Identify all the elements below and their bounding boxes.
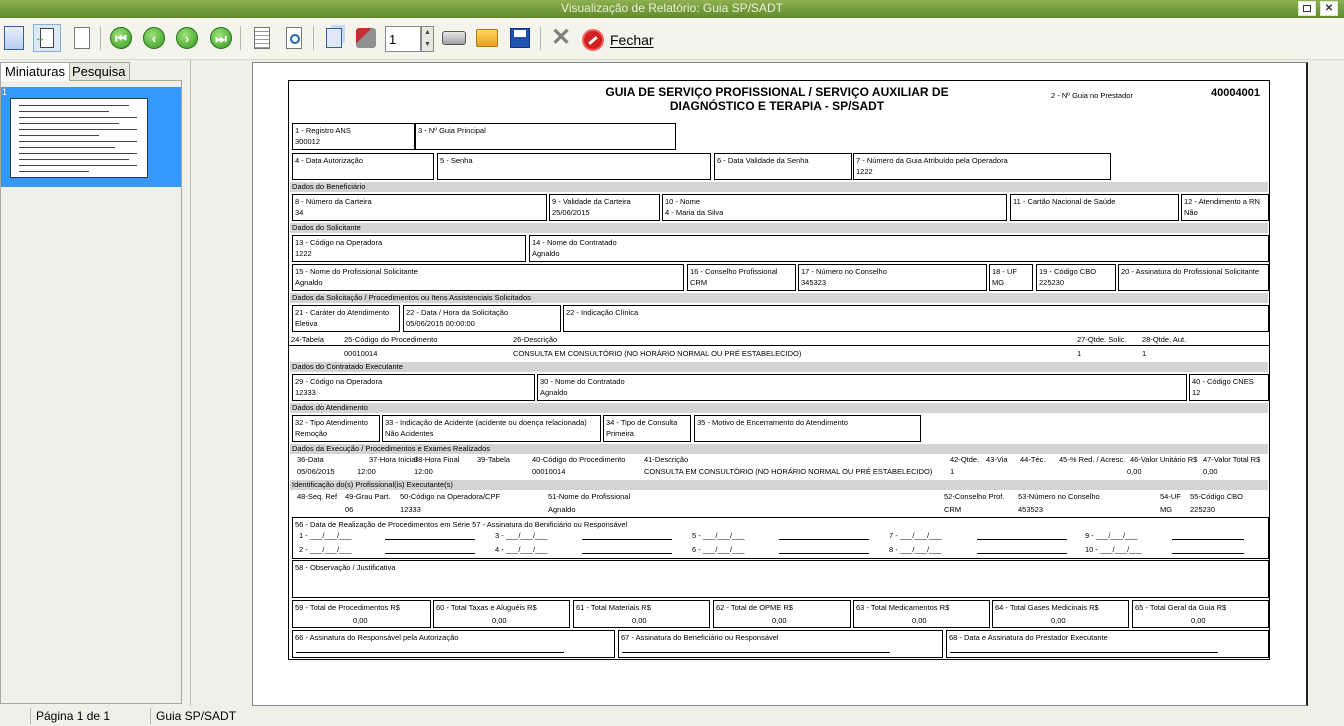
value: 25/06/2015 bbox=[552, 208, 590, 217]
field-assinatura-prestador bbox=[946, 630, 1269, 658]
field-numero-carteira bbox=[292, 194, 547, 221]
status-page: Página 1 de 1 bbox=[36, 709, 111, 723]
close-circle-icon bbox=[582, 29, 604, 51]
field-validade-senha bbox=[714, 153, 852, 180]
prof-code: 12333 bbox=[400, 505, 421, 514]
col-header: 43-Via bbox=[986, 455, 1008, 464]
total-materiais bbox=[573, 600, 710, 628]
copy-button[interactable] bbox=[320, 24, 348, 52]
close-report-button[interactable] bbox=[582, 28, 654, 52]
label: 29 - Código na Operadora bbox=[295, 377, 383, 386]
col-header: 41-Descrição bbox=[644, 455, 689, 464]
page-spinner[interactable]: ▲ ▼ bbox=[421, 26, 434, 52]
page-number-input[interactable] bbox=[385, 26, 421, 52]
field-registro-ans bbox=[292, 123, 415, 150]
field-numero-conselho bbox=[798, 264, 987, 291]
title-line1: GUIA DE SERVIÇO PROFISSIONAL / SERVIÇO AUXILIAR DE bbox=[605, 85, 949, 99]
status-bar bbox=[0, 706, 1344, 726]
fit-page-icon: ↔ bbox=[40, 28, 54, 48]
prof-numero: 453523 bbox=[1018, 505, 1044, 514]
field-profissional-solicitante bbox=[292, 264, 684, 291]
field-codigo-cnes bbox=[1189, 374, 1269, 401]
prof-uf: MG bbox=[1160, 505, 1173, 514]
page-width-button[interactable] bbox=[68, 24, 96, 52]
label: 35 - Motivo de Encerramento do Atendimento bbox=[697, 418, 848, 427]
value: 1222 bbox=[295, 249, 312, 258]
col-header: 42-Qtde. bbox=[950, 455, 980, 464]
field-codigo-operadora bbox=[292, 235, 526, 262]
status-report: Guia SP/SADT bbox=[156, 709, 237, 723]
serie-date: 9 - ___/___/___ bbox=[1085, 531, 1138, 540]
value: Não bbox=[1184, 208, 1198, 217]
restore-button[interactable] bbox=[1298, 1, 1316, 16]
guia-prestador-label: 2 - Nº Guia no Prestador bbox=[1051, 91, 1133, 100]
col-header: 25-Código do Procedimento bbox=[344, 335, 438, 344]
prev-page-button[interactable] bbox=[140, 24, 168, 52]
report-viewer[interactable] bbox=[190, 60, 1344, 706]
col-header: 51-Nome do Profissional bbox=[548, 492, 631, 501]
label: 62 - Total de OPME R$ bbox=[716, 603, 793, 612]
value: Eletiva bbox=[295, 319, 318, 328]
field-indicacao-clinica bbox=[563, 305, 1269, 332]
field-exec-nome-contratado bbox=[537, 374, 1187, 401]
label: 65 - Total Geral da Guia R$ bbox=[1135, 603, 1227, 612]
label: 56 - Data de Realização de Procedimentos em Série 57 - Assinatura do Benificiário ou Responsável bbox=[295, 520, 628, 529]
value: 225230 bbox=[1039, 278, 1065, 287]
col-header: 52-Conselho Prof. bbox=[944, 492, 1005, 501]
next-page-icon: › bbox=[176, 27, 198, 49]
field-cartao-nacional bbox=[1010, 194, 1179, 221]
col-header: 49-Grau Part. bbox=[345, 492, 391, 501]
total-opme bbox=[713, 600, 851, 628]
field-nome-contratado bbox=[529, 235, 1269, 262]
tab-thumbnails[interactable] bbox=[0, 62, 70, 81]
last-page-icon: ⏭ bbox=[210, 27, 232, 49]
label: 32 - Tipo Atendimento bbox=[295, 418, 368, 427]
report-icon bbox=[254, 27, 270, 49]
window-titlebar bbox=[0, 0, 1344, 18]
label: 1 - Registro ANS bbox=[295, 126, 351, 135]
next-page-button[interactable] bbox=[173, 24, 201, 52]
prof-grau: 06 bbox=[345, 505, 354, 514]
total-gases-medicinais bbox=[992, 600, 1129, 628]
zoom-button[interactable] bbox=[280, 24, 308, 52]
exec-desc: CONSULTA EM CONSULTÓRIO (NO HORÁRIO NORMAL OU PRÉ ESTABELECIDO) bbox=[644, 467, 933, 476]
label: 58 - Observação / Justificativa bbox=[295, 563, 396, 572]
label: 4 - Data Autorização bbox=[295, 156, 363, 165]
col-header: 40-Código do Procedimento bbox=[532, 455, 626, 464]
fit-page-button[interactable] bbox=[33, 24, 61, 52]
value: 05/06/2015 00:00:00 bbox=[406, 319, 475, 328]
col-header: 26-Descrição bbox=[513, 335, 558, 344]
label: 6 - Data Validade da Senha bbox=[717, 156, 809, 165]
last-page-button[interactable] bbox=[207, 24, 235, 52]
value: 12 bbox=[1192, 388, 1201, 397]
label: 22 - Indicação Clínica bbox=[566, 308, 639, 317]
label: 30 - Nome do Contratado bbox=[540, 377, 625, 386]
value: 4 - Maria da Silva bbox=[665, 208, 724, 217]
report-title bbox=[601, 85, 953, 113]
label: 17 - Número no Conselho bbox=[801, 267, 887, 276]
proc-desc: CONSULTA EM CONSULTÓRIO (NO HORÁRIO NORMAL OU PRÉ ESTABELECIDO) bbox=[513, 349, 802, 358]
window-title: Visualização de Relatório: Guia SP/SADT bbox=[561, 1, 783, 15]
label: 40 - Código CNES bbox=[1192, 377, 1254, 386]
label: 34 - Tipo de Consulta bbox=[606, 418, 678, 427]
label: 21 - Caráter do Atendimento bbox=[295, 308, 390, 317]
close-window-button[interactable]: ✕ bbox=[1320, 1, 1338, 16]
field-guia-principal bbox=[415, 123, 676, 150]
tab-thumbnails-label: Miniaturas bbox=[5, 64, 65, 79]
prof-name: Agnaldo bbox=[548, 505, 576, 514]
print-button[interactable] bbox=[440, 24, 468, 52]
field-atendimento-rn bbox=[1181, 194, 1269, 221]
col-header: 46-Valor Unitário R$ bbox=[1130, 455, 1198, 464]
thumbnail-page bbox=[10, 98, 148, 178]
label: 63 - Total Medicamentos R$ bbox=[856, 603, 950, 612]
col-header: 48-Seq. Ref bbox=[297, 492, 338, 501]
label: 11 - Cartão Nacional de Saúde bbox=[1013, 197, 1116, 206]
exec-code: 00010014 bbox=[532, 467, 566, 476]
proc-qtde-solic: 1 bbox=[1077, 349, 1082, 358]
exec-qty: 1 bbox=[950, 467, 955, 476]
copy-pages-icon bbox=[326, 28, 342, 48]
close-label: Fechar bbox=[610, 32, 654, 48]
value: 300012 bbox=[295, 137, 321, 146]
field-data-hora-solicitacao bbox=[403, 305, 561, 332]
field-observacao bbox=[292, 560, 1269, 598]
label: 64 - Total Gases Medicinais R$ bbox=[995, 603, 1099, 612]
col-header: 36-Data bbox=[297, 455, 324, 464]
serie-date: 6 - ___/___/___ bbox=[692, 545, 745, 554]
col-header: 28-Qtde. Aut. bbox=[1142, 335, 1187, 344]
save-button[interactable] bbox=[506, 24, 534, 52]
prof-cbo: 225230 bbox=[1190, 505, 1216, 514]
tab-search[interactable] bbox=[67, 62, 130, 80]
label: 13 - Código na Operadora bbox=[295, 238, 383, 247]
col-header: 50-Código na Operadora/CPF bbox=[400, 492, 501, 501]
field-senha bbox=[437, 153, 711, 180]
proc-code: 00010014 bbox=[344, 349, 378, 358]
col-header: 37-Hora Inicial bbox=[369, 455, 418, 464]
floppy-disk-icon bbox=[510, 28, 530, 48]
value: 0,00 bbox=[632, 616, 647, 625]
label: 16 - Conselho Profissional bbox=[690, 267, 778, 276]
serie-date: 2 - ___/___/___ bbox=[299, 545, 352, 554]
label: 67 - Assinatura do Beneficiário ou Responsável bbox=[621, 633, 779, 642]
value: 0,00 bbox=[772, 616, 787, 625]
value: 1222 bbox=[856, 167, 873, 176]
col-header: 44-Téc. bbox=[1020, 455, 1046, 464]
serie-date: 4 - ___/___/___ bbox=[495, 545, 548, 554]
serie-date: 5 - ___/___/___ bbox=[692, 531, 745, 540]
title-line2: DIAGNÓSTICO E TERAPIA - SP/SADT bbox=[669, 99, 885, 113]
serie-date: 1 - ___/___/___ bbox=[299, 531, 352, 540]
total-medicamentos bbox=[853, 600, 990, 628]
document-icon bbox=[74, 27, 90, 49]
magnifier-icon bbox=[286, 27, 302, 49]
value: 0,00 bbox=[912, 616, 927, 625]
field-numero-guia-operadora bbox=[853, 153, 1111, 180]
field-validade-carteira bbox=[549, 194, 660, 221]
field-motivo-encerramento bbox=[694, 415, 921, 442]
value: Agnaldo bbox=[295, 278, 323, 287]
prof-conselho: CRM bbox=[944, 505, 962, 514]
value: 0,00 bbox=[492, 616, 507, 625]
section-beneficiario: Dados do Beneficiário bbox=[290, 182, 1268, 192]
serie-date: 3 - ___/___/___ bbox=[495, 531, 548, 540]
section-solicitante: Dados do Solicitante bbox=[290, 223, 1268, 233]
label: 66 - Assinatura do Responsável pela Autorização bbox=[295, 633, 459, 642]
x-icon: ✕ bbox=[550, 24, 572, 51]
col-header: 38-Hora Final bbox=[414, 455, 460, 464]
field-tipo-consulta bbox=[603, 415, 691, 442]
exec-hora-final: 12:00 bbox=[414, 467, 433, 476]
total-procedimentos bbox=[292, 600, 431, 628]
proc-qtde-aut: 1 bbox=[1142, 349, 1147, 358]
value: 12333 bbox=[295, 388, 316, 397]
label: 18 - UF bbox=[992, 267, 1018, 276]
col-header: 47-Valor Total R$ bbox=[1203, 455, 1261, 464]
value: Primeira bbox=[606, 429, 634, 438]
col-header: 54-UF bbox=[1160, 492, 1181, 501]
value: Agnaldo bbox=[532, 249, 560, 258]
field-codigo-cbo bbox=[1036, 264, 1116, 291]
exec-hora-inicial: 12:00 bbox=[357, 467, 376, 476]
folder-icon bbox=[476, 29, 498, 47]
printer-icon bbox=[442, 31, 466, 45]
print-preview-button[interactable] bbox=[248, 24, 276, 52]
page-icon bbox=[4, 26, 24, 50]
col-header: 24-Tabela bbox=[291, 335, 324, 344]
field-assinatura-beneficiario bbox=[618, 630, 943, 658]
value: Remoção bbox=[295, 429, 328, 438]
col-header: 55-Código CBO bbox=[1190, 492, 1243, 501]
field-uf bbox=[989, 264, 1033, 291]
label: 68 - Data e Assinatura do Prestador Executante bbox=[949, 633, 1108, 642]
value: 0,00 bbox=[1191, 616, 1206, 625]
field-assinatura-autorizacao bbox=[292, 630, 615, 658]
edit-button[interactable] bbox=[352, 24, 380, 52]
section-execucao: Dados da Execução / Procedimentos e Exames Realizados bbox=[290, 444, 1268, 454]
label: 10 - Nome bbox=[665, 197, 701, 206]
label: 9 - Validade da Carteira bbox=[552, 197, 631, 206]
brush-icon bbox=[356, 28, 376, 48]
tab-search-label: Pesquisa bbox=[72, 64, 126, 79]
label: 15 - Nome do Profissional Solicitante bbox=[295, 267, 418, 276]
label: 59 - Total de Procedimentos R$ bbox=[295, 603, 400, 612]
first-page-button[interactable] bbox=[107, 24, 135, 52]
label: 20 - Assinatura do Profissional Solicitante bbox=[1121, 267, 1259, 276]
value: 0,00 bbox=[1051, 616, 1066, 625]
value: 0,00 bbox=[353, 616, 368, 625]
label: 12 - Atendimento a RN bbox=[1184, 197, 1260, 206]
guia-number: 40004001 bbox=[1211, 87, 1260, 99]
value: Não Acidentes bbox=[385, 429, 434, 438]
prev-page-icon: ‹ bbox=[143, 27, 165, 49]
label: 3 - Nº Guia Principal bbox=[418, 126, 486, 135]
field-exec-codigo-operadora bbox=[292, 374, 535, 401]
total-geral bbox=[1132, 600, 1269, 628]
single-page-button[interactable] bbox=[0, 24, 28, 52]
sidebar bbox=[0, 60, 184, 706]
exec-date: 05/06/2015 bbox=[297, 467, 335, 476]
cancel-button[interactable] bbox=[547, 24, 575, 52]
total-taxas bbox=[433, 600, 570, 628]
value: MG bbox=[992, 278, 1005, 287]
serie-date: 7 - ___/___/___ bbox=[889, 531, 942, 540]
label: 8 - Número da Carteira bbox=[295, 197, 372, 206]
label: 22 - Data / Hora da Solicitação bbox=[406, 308, 509, 317]
section-executante: Dados do Contratado Executante bbox=[290, 362, 1268, 372]
field-nome bbox=[662, 194, 1007, 221]
label: 33 - Indicação de Acidente (acidente ou doença relacionada) bbox=[385, 418, 587, 427]
value: CRM bbox=[690, 278, 708, 287]
label: 7 - Número da Guia Atribuído pela Operadora bbox=[856, 156, 1008, 165]
col-header: 53-Número no Conselho bbox=[1018, 492, 1100, 501]
col-header: 39-Tabela bbox=[477, 455, 510, 464]
value: Agnaldo bbox=[540, 388, 568, 397]
value: 34 bbox=[295, 208, 304, 217]
section-profissionais: Identificação do(s) Profissional(is) Executante(s) bbox=[290, 480, 1268, 490]
thumbnail-item[interactable] bbox=[1, 87, 181, 187]
serie-date: 8 - ___/___/___ bbox=[889, 545, 942, 554]
section-solicitacao: Dados da Solicitação / Procedimentos ou Itens Assistenciais Solicitados bbox=[290, 293, 1268, 303]
report-page bbox=[252, 62, 1308, 706]
toolbar bbox=[0, 18, 1344, 60]
thumbnails-panel bbox=[0, 80, 182, 704]
field-data-autorizacao bbox=[292, 153, 434, 180]
col-header: 45-% Red. / Acresc. bbox=[1059, 455, 1126, 464]
exec-valor-unitario: 0,00 bbox=[1127, 467, 1142, 476]
sadt-form bbox=[288, 80, 1270, 660]
field-assinatura-solicitante bbox=[1118, 264, 1269, 291]
open-button[interactable] bbox=[473, 24, 501, 52]
col-header: 27-Qtde. Solic. bbox=[1077, 335, 1127, 344]
label: 5 - Senha bbox=[440, 156, 473, 165]
section-atendimento: Dados do Atendimento bbox=[290, 403, 1268, 413]
label: 14 - Nome do Contratado bbox=[532, 238, 617, 247]
field-tipo-atendimento bbox=[292, 415, 380, 442]
thumbnail-number: 1 bbox=[2, 87, 8, 97]
first-page-icon: ⏮ bbox=[110, 27, 132, 49]
exec-valor-total: 0,00 bbox=[1203, 467, 1218, 476]
label: 19 - Código CBO bbox=[1039, 267, 1097, 276]
label: 60 - Total Taxas e Aluguéis R$ bbox=[436, 603, 537, 612]
field-carater-atendimento bbox=[292, 305, 400, 332]
field-indicacao-acidente bbox=[382, 415, 601, 442]
serie-date: 10 - ___/___/___ bbox=[1085, 545, 1142, 554]
label: 61 - Total Materiais R$ bbox=[576, 603, 651, 612]
field-conselho-profissional bbox=[687, 264, 796, 291]
value: 345323 bbox=[801, 278, 827, 287]
